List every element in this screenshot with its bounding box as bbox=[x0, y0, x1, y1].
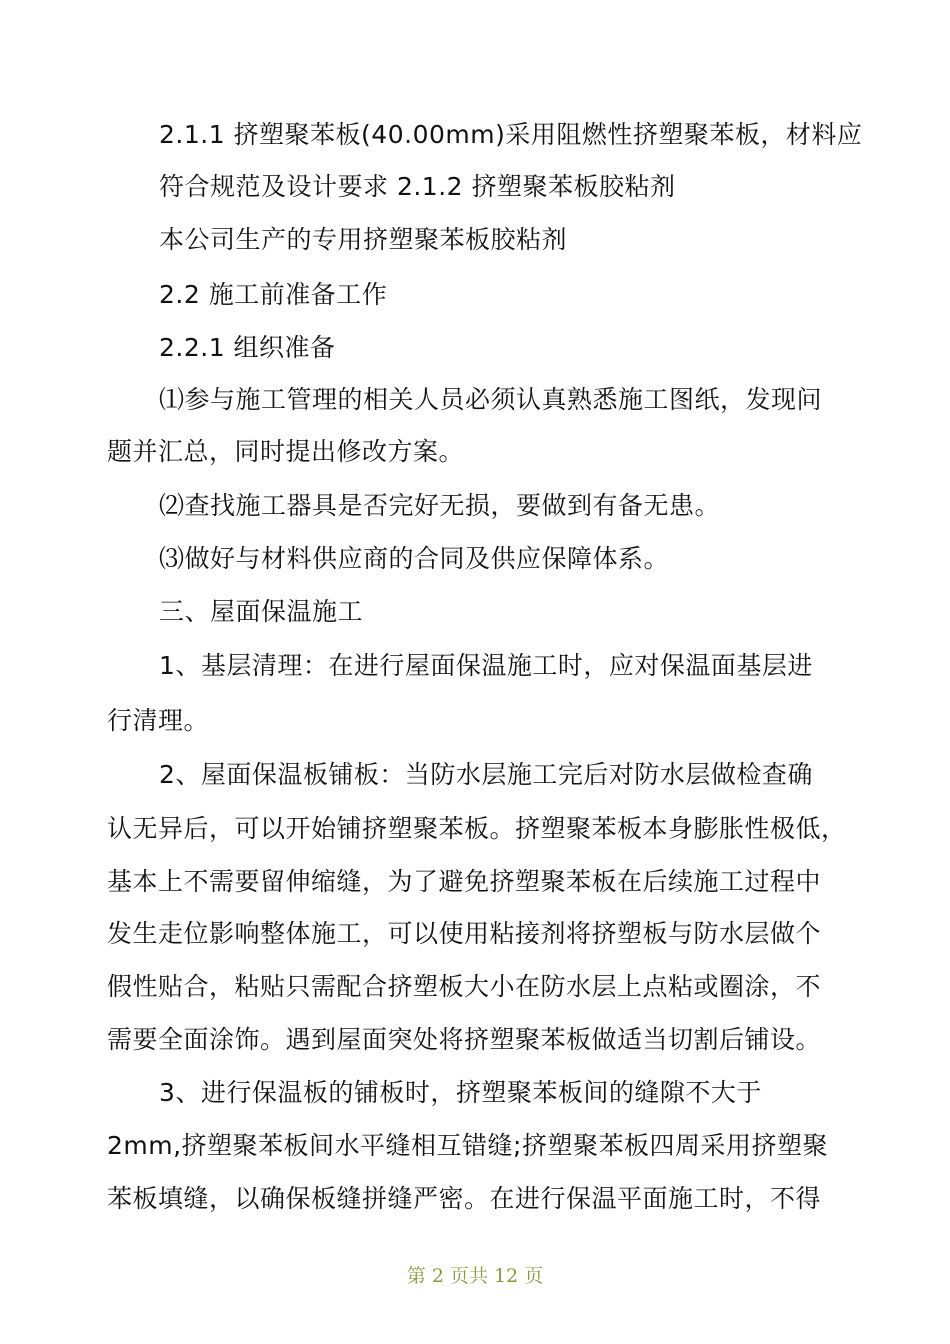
text-line: 1、基层清理：在进行屋面保温施工时，应对保温面基层进 bbox=[159, 651, 813, 680]
text-line: 2mm,挤塑聚苯板间水平缝相互错缝;挤塑聚苯板四周采用挤塑聚 bbox=[107, 1131, 828, 1160]
text-line: 行清理。 bbox=[107, 706, 210, 735]
text-line: 本公司生产的专用挤塑聚苯板胶粘剂 bbox=[159, 225, 568, 254]
section-heading: 2.2 施工前准备工作 bbox=[159, 280, 388, 309]
text-line: 苯板填缝，以确保板缝拼缝严密。在进行保温平面施工时，不得 bbox=[107, 1184, 822, 1213]
section-heading: 三、屋面保温施工 bbox=[159, 597, 364, 626]
text-line: 假性贴合，粘贴只需配合挤塑板大小在防水层上点粘或圈涂，不 bbox=[107, 972, 822, 1001]
text-line: 3、进行保温板的铺板时，挤塑聚苯板间的缝隙不大于 bbox=[159, 1078, 762, 1107]
text-line: 2、屋面保温板铺板：当防水层施工完后对防水层做检查确 bbox=[159, 760, 813, 789]
text-line: 发生走位影响整体施工，可以使用粘接剂将挤塑板与防水层做个 bbox=[107, 919, 822, 948]
subsection-heading: 2.2.1 组织准备 bbox=[159, 333, 336, 362]
text-line: 基本上不需要留伸缩缝，为了避免挤塑聚苯板在后续施工过程中 bbox=[107, 867, 822, 896]
text-line: ⑵查找施工器具是否完好无损，要做到有备无患。 bbox=[159, 491, 721, 520]
text-line: 题并汇总，同时提出修改方案。 bbox=[107, 437, 465, 466]
text-line: 2.1.1 挤塑聚苯板(40.00mm)采用阻燃性挤塑聚苯板，材料应 bbox=[159, 120, 863, 149]
text-line: 认无异后，可以开始铺挤塑聚苯板。挤塑聚苯板本身膨胀性极低， bbox=[107, 814, 847, 843]
text-line: ⑴参与施工管理的相关人员必须认真熟悉施工图纸，发现问 bbox=[159, 385, 823, 414]
text-line: 符合规范及设计要求 2.1.2 挤塑聚苯板胶粘剂 bbox=[159, 172, 676, 201]
page-number-footer: 第 2 页共 12 页 bbox=[406, 1265, 544, 1287]
text-line: 需要全面涂饰。遇到屋面突处将挤塑聚苯板做适当切割后铺设。 bbox=[107, 1025, 822, 1054]
text-line: ⑶做好与材料供应商的合同及供应保障体系。 bbox=[159, 544, 670, 573]
